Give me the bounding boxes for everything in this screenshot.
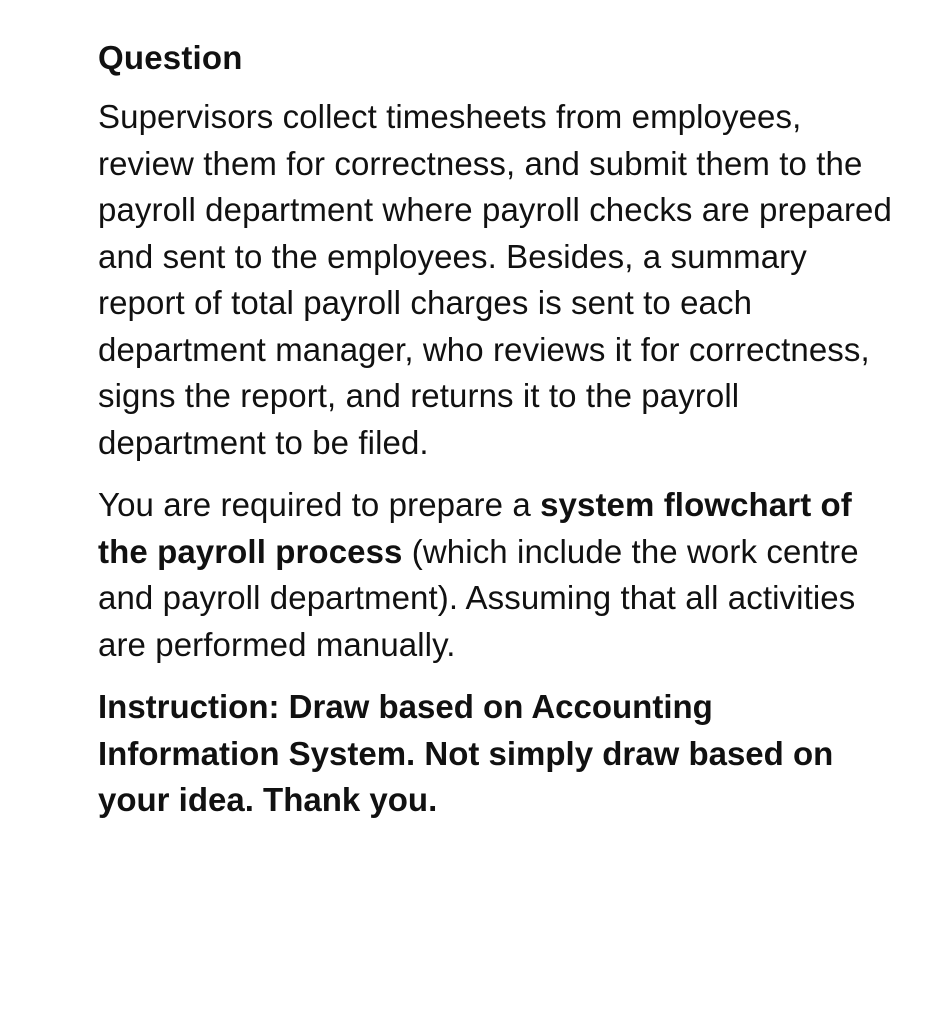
requirement-paragraph <box>98 482 898 668</box>
instruction-paragraph: Instruction: Draw based on Accounting Information System. Not simply draw based on your idea. Thank you. <box>98 688 834 818</box>
requirement-intro: You are required to prepare a <box>98 486 541 523</box>
requirement-rest: (which include the work centre and payroll department). Assuming that all activities are performed manually. <box>98 532 859 663</box>
requirement-emphasis: system flowchart of the payroll process <box>98 486 852 570</box>
question-document <box>98 36 898 824</box>
question-heading: Question <box>98 39 243 76</box>
scenario-paragraph: Supervisors collect timesheets from employees, review them for correctness, and submit them to the payroll department where payroll checks are prepared and sent to the employees. Besides, a summary report of total payroll charges is sent to each department manager, who reviews it for correctness, signs the report, and returns it to the payroll department to be filed. <box>98 98 892 461</box>
